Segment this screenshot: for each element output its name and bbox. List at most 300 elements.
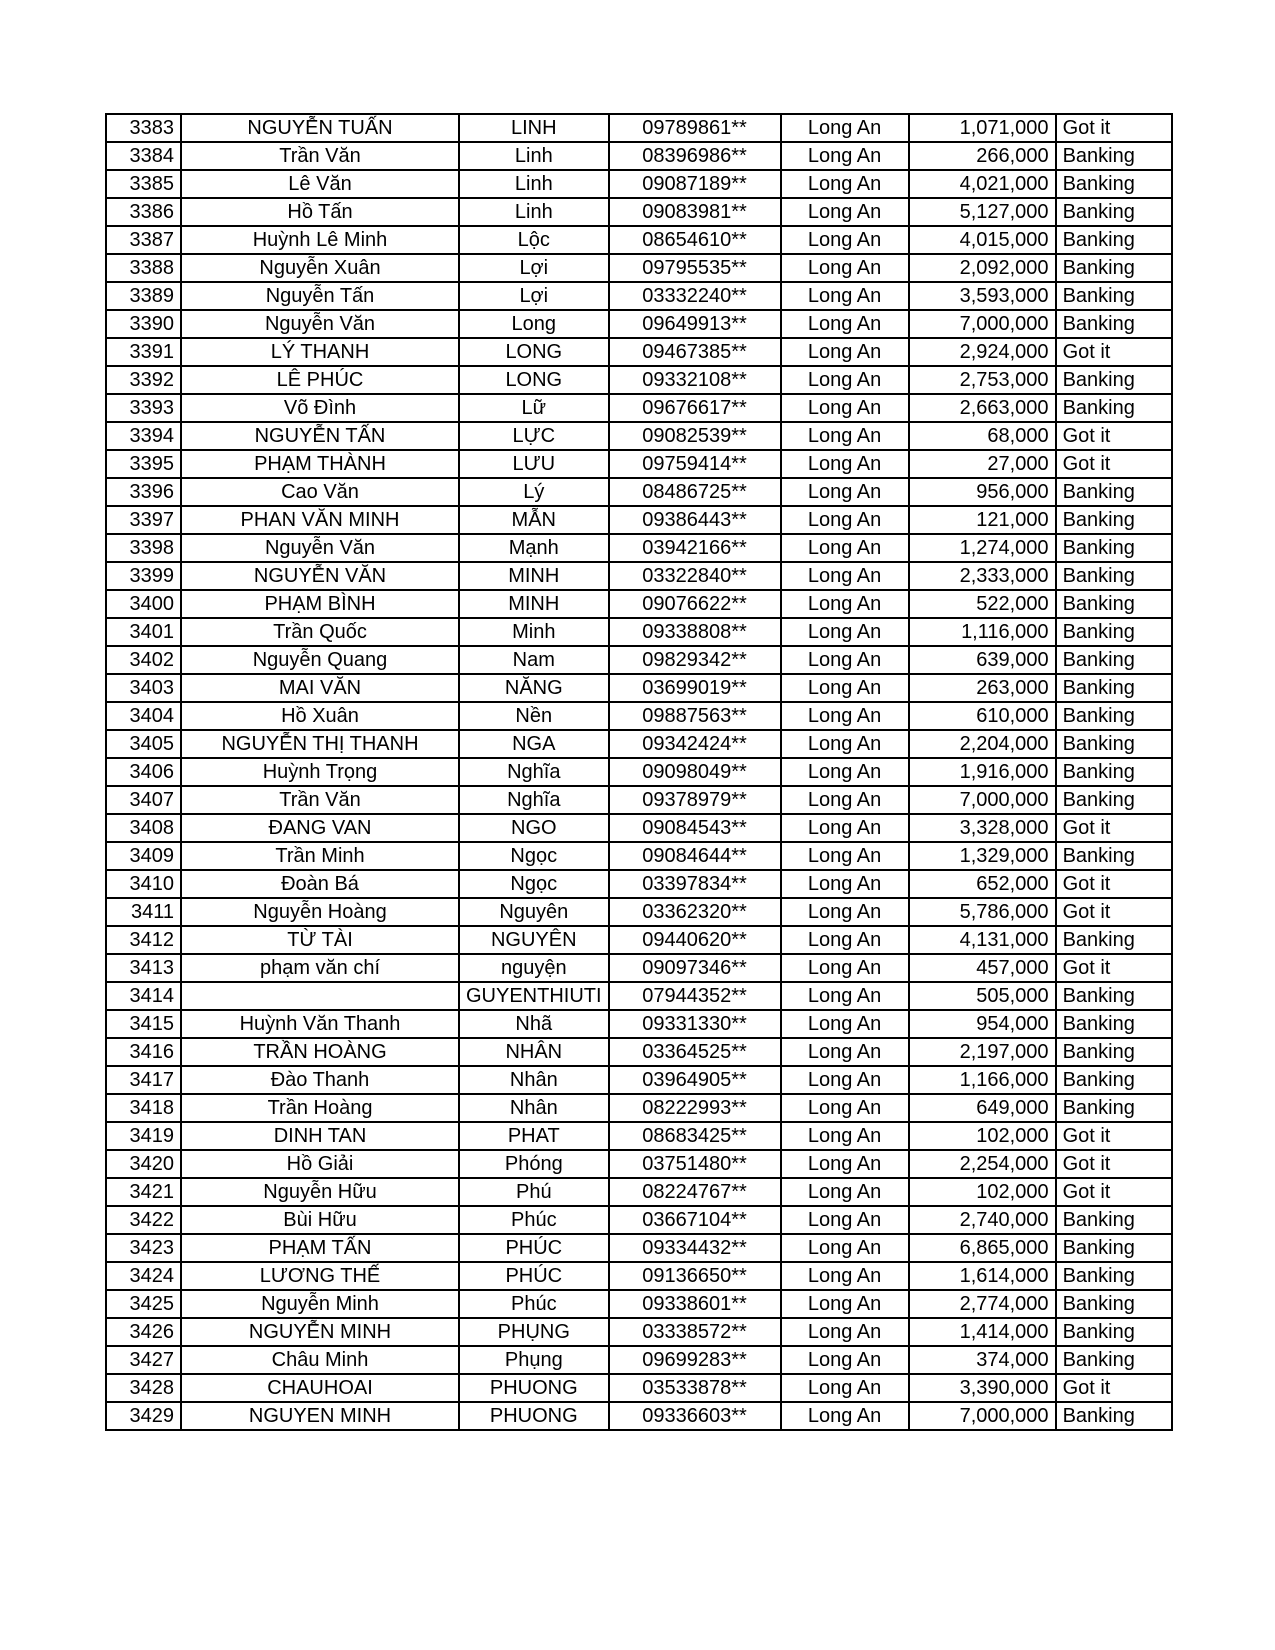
table-row [106,1122,1172,1150]
row-id-cell: 3426 [106,1318,181,1346]
row-id-cell: 3406 [106,758,181,786]
amount-cell: 6,865,000 [909,1234,1056,1262]
table-row [106,254,1172,282]
amount-cell: 374,000 [909,1346,1056,1374]
surname-cell: CHAUHOAI [181,1374,459,1402]
surname-cell: Trần Văn [181,786,459,814]
surname-cell: Bùi Hữu [181,1206,459,1234]
table-row [106,1206,1172,1234]
given-name-cell: NHÂN [459,1038,609,1066]
row-id-cell: 3383 [106,114,181,142]
province-cell: Long An [781,702,909,730]
payment-method-cell: Banking [1056,1010,1172,1038]
given-name-cell: GUYENTHIUTI [459,982,609,1010]
payment-method-cell: Got it [1056,1374,1172,1402]
row-id-cell: 3390 [106,310,181,338]
phone-cell: 03322840** [609,562,781,590]
amount-cell: 2,740,000 [909,1206,1056,1234]
row-id-cell: 3429 [106,1402,181,1430]
surname-cell: Trần Văn [181,142,459,170]
given-name-cell: Lợi [459,282,609,310]
amount-cell: 121,000 [909,506,1056,534]
given-name-cell: PHUONG [459,1402,609,1430]
province-cell: Long An [781,226,909,254]
table-row [106,590,1172,618]
given-name-cell: LONG [459,338,609,366]
phone-cell: 09332108** [609,366,781,394]
payment-method-cell: Got it [1056,898,1172,926]
phone-cell: 09338808** [609,618,781,646]
table-row [106,114,1172,142]
payment-method-cell: Banking [1056,1066,1172,1094]
row-id-cell: 3427 [106,1346,181,1374]
province-cell: Long An [781,1318,909,1346]
province-cell: Long An [781,282,909,310]
surname-cell: Hồ Xuân [181,702,459,730]
surname-cell: Nguyễn Minh [181,1290,459,1318]
amount-cell: 522,000 [909,590,1056,618]
phone-cell: 09378979** [609,786,781,814]
table-row [106,142,1172,170]
given-name-cell: LINH [459,114,609,142]
given-name-cell: Nghĩa [459,758,609,786]
given-name-cell: Linh [459,198,609,226]
province-cell: Long An [781,758,909,786]
row-id-cell: 3403 [106,674,181,702]
row-id-cell: 3384 [106,142,181,170]
surname-cell: Cao Văn [181,478,459,506]
amount-cell: 1,329,000 [909,842,1056,870]
surname-cell: LÝ THANH [181,338,459,366]
amount-cell: 505,000 [909,982,1056,1010]
table-row [106,338,1172,366]
table-row [106,1290,1172,1318]
row-id-cell: 3413 [106,954,181,982]
row-id-cell: 3392 [106,366,181,394]
surname-cell: Nguyễn Xuân [181,254,459,282]
province-cell: Long An [781,982,909,1010]
phone-cell: 09342424** [609,730,781,758]
given-name-cell: Ngọc [459,870,609,898]
surname-cell: PHẠM THÀNH [181,450,459,478]
surname-cell: PHẠM TẤN [181,1234,459,1262]
province-cell: Long An [781,954,909,982]
amount-cell: 102,000 [909,1178,1056,1206]
given-name-cell: Nền [459,702,609,730]
table-row [106,1262,1172,1290]
payment-method-cell: Banking [1056,926,1172,954]
payment-method-cell: Banking [1056,1402,1172,1430]
given-name-cell: NGUYÊN [459,926,609,954]
amount-cell: 2,924,000 [909,338,1056,366]
province-cell: Long An [781,814,909,842]
surname-cell: Đoàn Bá [181,870,459,898]
table-body [106,114,1172,1430]
province-cell: Long An [781,1094,909,1122]
payment-method-cell: Banking [1056,562,1172,590]
phone-cell: 08224767** [609,1178,781,1206]
surname-cell: LÊ PHÚC [181,366,459,394]
table-row [106,1318,1172,1346]
table-row [106,282,1172,310]
surname-cell: DINH TAN [181,1122,459,1150]
payment-method-cell: Banking [1056,786,1172,814]
amount-cell: 954,000 [909,1010,1056,1038]
phone-cell: 09334432** [609,1234,781,1262]
row-id-cell: 3428 [106,1374,181,1402]
surname-cell: Huỳnh Lê Minh [181,226,459,254]
phone-cell: 09098049** [609,758,781,786]
payment-method-cell: Banking [1056,366,1172,394]
given-name-cell: nguyện [459,954,609,982]
surname-cell: Trần Quốc [181,618,459,646]
table-row [106,506,1172,534]
amount-cell: 7,000,000 [909,786,1056,814]
phone-cell: 03964905** [609,1066,781,1094]
province-cell: Long An [781,1290,909,1318]
province-cell: Long An [781,646,909,674]
amount-cell: 102,000 [909,1122,1056,1150]
province-cell: Long An [781,422,909,450]
amount-cell: 5,127,000 [909,198,1056,226]
phone-cell: 03362320** [609,898,781,926]
phone-cell: 03751480** [609,1150,781,1178]
payment-method-cell: Banking [1056,618,1172,646]
payment-method-cell: Banking [1056,534,1172,562]
row-id-cell: 3396 [106,478,181,506]
surname-cell: LƯƠNG THẾ [181,1262,459,1290]
surname-cell: Nguyễn Hữu [181,1178,459,1206]
surname-cell: NGUYỄN VĂN [181,562,459,590]
amount-cell: 263,000 [909,674,1056,702]
given-name-cell: Phúc [459,1290,609,1318]
province-cell: Long An [781,310,909,338]
amount-cell: 3,593,000 [909,282,1056,310]
province-cell: Long An [781,1374,909,1402]
given-name-cell: Lộc [459,226,609,254]
province-cell: Long An [781,198,909,226]
payment-method-cell: Banking [1056,646,1172,674]
row-id-cell: 3407 [106,786,181,814]
amount-cell: 7,000,000 [909,310,1056,338]
row-id-cell: 3395 [106,450,181,478]
phone-cell: 09649913** [609,310,781,338]
row-id-cell: 3417 [106,1066,181,1094]
province-cell: Long An [781,674,909,702]
phone-cell: 09829342** [609,646,781,674]
phone-cell: 08683425** [609,1122,781,1150]
row-id-cell: 3418 [106,1094,181,1122]
payment-method-cell: Banking [1056,226,1172,254]
table-row [106,926,1172,954]
payment-method-cell: Got it [1056,1178,1172,1206]
given-name-cell: Nhã [459,1010,609,1038]
payment-method-cell: Got it [1056,422,1172,450]
table-row [106,1346,1172,1374]
surname-cell: Hồ Tấn [181,198,459,226]
phone-cell: 03699019** [609,674,781,702]
surname-cell: Châu Minh [181,1346,459,1374]
given-name-cell: Phụng [459,1346,609,1374]
given-name-cell: MINH [459,590,609,618]
table-row [106,170,1172,198]
province-cell: Long An [781,618,909,646]
phone-cell: 03533878** [609,1374,781,1402]
payout-table [105,113,1173,1431]
payment-method-cell: Banking [1056,982,1172,1010]
table-row [106,198,1172,226]
payment-method-cell: Banking [1056,142,1172,170]
table-row [106,1178,1172,1206]
surname-cell: Hồ Giải [181,1150,459,1178]
given-name-cell: Nguyên [459,898,609,926]
table-row [106,1010,1172,1038]
table-row [106,226,1172,254]
phone-cell: 08486725** [609,478,781,506]
province-cell: Long An [781,870,909,898]
province-cell: Long An [781,1038,909,1066]
payment-method-cell: Banking [1056,1318,1172,1346]
province-cell: Long An [781,1122,909,1150]
row-id-cell: 3388 [106,254,181,282]
payment-method-cell: Banking [1056,674,1172,702]
row-id-cell: 3415 [106,1010,181,1038]
given-name-cell: PHÚC [459,1234,609,1262]
surname-cell: MAI VĂN [181,674,459,702]
payment-method-cell: Banking [1056,758,1172,786]
given-name-cell: Long [459,310,609,338]
given-name-cell: Lữ [459,394,609,422]
amount-cell: 4,015,000 [909,226,1056,254]
payment-method-cell: Banking [1056,394,1172,422]
payment-method-cell: Banking [1056,702,1172,730]
phone-cell: 03667104** [609,1206,781,1234]
given-name-cell: Phú [459,1178,609,1206]
amount-cell: 68,000 [909,422,1056,450]
province-cell: Long An [781,450,909,478]
amount-cell: 3,390,000 [909,1374,1056,1402]
row-id-cell: 3401 [106,618,181,646]
province-cell: Long An [781,926,909,954]
province-cell: Long An [781,1262,909,1290]
payment-method-cell: Banking [1056,1346,1172,1374]
phone-cell: 09795535** [609,254,781,282]
row-id-cell: 3411 [106,898,181,926]
amount-cell: 1,166,000 [909,1066,1056,1094]
phone-cell: 09082539** [609,422,781,450]
row-id-cell: 3387 [106,226,181,254]
surname-cell: Huỳnh Trọng [181,758,459,786]
given-name-cell: Lý [459,478,609,506]
row-id-cell: 3410 [106,870,181,898]
amount-cell: 5,786,000 [909,898,1056,926]
surname-cell [181,982,459,1010]
payment-method-cell: Banking [1056,730,1172,758]
row-id-cell: 3425 [106,1290,181,1318]
given-name-cell: Lợi [459,254,609,282]
province-cell: Long An [781,506,909,534]
phone-cell: 09331330** [609,1010,781,1038]
surname-cell: PHAN VĂN MINH [181,506,459,534]
phone-cell: 08654610** [609,226,781,254]
province-cell: Long An [781,1150,909,1178]
payment-method-cell: Banking [1056,310,1172,338]
phone-cell: 03942166** [609,534,781,562]
row-id-cell: 3423 [106,1234,181,1262]
given-name-cell: NGO [459,814,609,842]
surname-cell: Nguyễn Tấn [181,282,459,310]
phone-cell: 09676617** [609,394,781,422]
province-cell: Long An [781,730,909,758]
surname-cell: PHẠM BÌNH [181,590,459,618]
surname-cell: Trần Hoàng [181,1094,459,1122]
amount-cell: 2,333,000 [909,562,1056,590]
amount-cell: 2,092,000 [909,254,1056,282]
given-name-cell: Phúc [459,1206,609,1234]
given-name-cell: Mạnh [459,534,609,562]
row-id-cell: 3416 [106,1038,181,1066]
amount-cell: 4,021,000 [909,170,1056,198]
given-name-cell: MINH [459,562,609,590]
payment-method-cell: Banking [1056,478,1172,506]
table-row [106,422,1172,450]
given-name-cell: Nam [459,646,609,674]
row-id-cell: 3405 [106,730,181,758]
payment-method-cell: Got it [1056,870,1172,898]
row-id-cell: 3424 [106,1262,181,1290]
given-name-cell: LƯU [459,450,609,478]
table-row [106,814,1172,842]
surname-cell: Nguyễn Quang [181,646,459,674]
given-name-cell: Ngọc [459,842,609,870]
table-row [106,702,1172,730]
row-id-cell: 3389 [106,282,181,310]
amount-cell: 1,116,000 [909,618,1056,646]
surname-cell: Đào Thanh [181,1066,459,1094]
surname-cell: Huỳnh Văn Thanh [181,1010,459,1038]
phone-cell: 09759414** [609,450,781,478]
phone-cell: 09887563** [609,702,781,730]
given-name-cell: Linh [459,142,609,170]
amount-cell: 1,916,000 [909,758,1056,786]
surname-cell: NGUYỄN TẤN [181,422,459,450]
given-name-cell: Nghĩa [459,786,609,814]
province-cell: Long An [781,786,909,814]
table-row [106,310,1172,338]
amount-cell: 2,663,000 [909,394,1056,422]
province-cell: Long An [781,590,909,618]
phone-cell: 09083981** [609,198,781,226]
province-cell: Long An [781,394,909,422]
row-id-cell: 3420 [106,1150,181,1178]
row-id-cell: 3421 [106,1178,181,1206]
amount-cell: 457,000 [909,954,1056,982]
payment-method-cell: Banking [1056,1234,1172,1262]
amount-cell: 1,614,000 [909,1262,1056,1290]
table-row [106,1402,1172,1430]
phone-cell: 07944352** [609,982,781,1010]
province-cell: Long An [781,142,909,170]
given-name-cell: Linh [459,170,609,198]
payment-method-cell: Banking [1056,506,1172,534]
surname-cell: Trần Minh [181,842,459,870]
province-cell: Long An [781,534,909,562]
amount-cell: 639,000 [909,646,1056,674]
row-id-cell: 3394 [106,422,181,450]
given-name-cell: PHÚC [459,1262,609,1290]
province-cell: Long An [781,842,909,870]
given-name-cell: PHUONG [459,1374,609,1402]
surname-cell: ĐANG VAN [181,814,459,842]
province-cell: Long An [781,114,909,142]
row-id-cell: 3409 [106,842,181,870]
province-cell: Long An [781,898,909,926]
row-id-cell: 3402 [106,646,181,674]
phone-cell: 09699283** [609,1346,781,1374]
province-cell: Long An [781,1402,909,1430]
row-id-cell: 3398 [106,534,181,562]
payment-method-cell: Banking [1056,842,1172,870]
province-cell: Long An [781,366,909,394]
surname-cell: NGUYỄN MINH [181,1318,459,1346]
row-id-cell: 3400 [106,590,181,618]
payment-method-cell: Got it [1056,1122,1172,1150]
table-row [106,758,1172,786]
row-id-cell: 3422 [106,1206,181,1234]
payment-method-cell: Banking [1056,254,1172,282]
surname-cell: NGUYỄN TUẤN [181,114,459,142]
table-row [106,618,1172,646]
amount-cell: 2,204,000 [909,730,1056,758]
table-row [106,366,1172,394]
amount-cell: 4,131,000 [909,926,1056,954]
given-name-cell: Minh [459,618,609,646]
phone-cell: 08222993** [609,1094,781,1122]
phone-cell: 03397834** [609,870,781,898]
payment-method-cell: Banking [1056,1206,1172,1234]
given-name-cell: NĂNG [459,674,609,702]
surname-cell: Nguyễn Văn [181,534,459,562]
amount-cell: 266,000 [909,142,1056,170]
row-id-cell: 3385 [106,170,181,198]
row-id-cell: 3412 [106,926,181,954]
province-cell: Long An [781,254,909,282]
phone-cell: 09084543** [609,814,781,842]
phone-cell: 08396986** [609,142,781,170]
amount-cell: 2,753,000 [909,366,1056,394]
payment-method-cell: Banking [1056,282,1172,310]
amount-cell: 649,000 [909,1094,1056,1122]
table-row [106,982,1172,1010]
payment-method-cell: Banking [1056,1038,1172,1066]
table-row [106,1038,1172,1066]
phone-cell: 09097346** [609,954,781,982]
table-row [106,730,1172,758]
table-row [106,478,1172,506]
payment-method-cell: Got it [1056,338,1172,366]
amount-cell: 1,071,000 [909,114,1056,142]
phone-cell: 09386443** [609,506,781,534]
given-name-cell: PHAT [459,1122,609,1150]
amount-cell: 610,000 [909,702,1056,730]
surname-cell: Võ Đình [181,394,459,422]
amount-cell: 2,254,000 [909,1150,1056,1178]
phone-cell: 09084644** [609,842,781,870]
amount-cell: 652,000 [909,870,1056,898]
surname-cell: Nguyễn Hoàng [181,898,459,926]
phone-cell: 09076622** [609,590,781,618]
table-row [106,786,1172,814]
